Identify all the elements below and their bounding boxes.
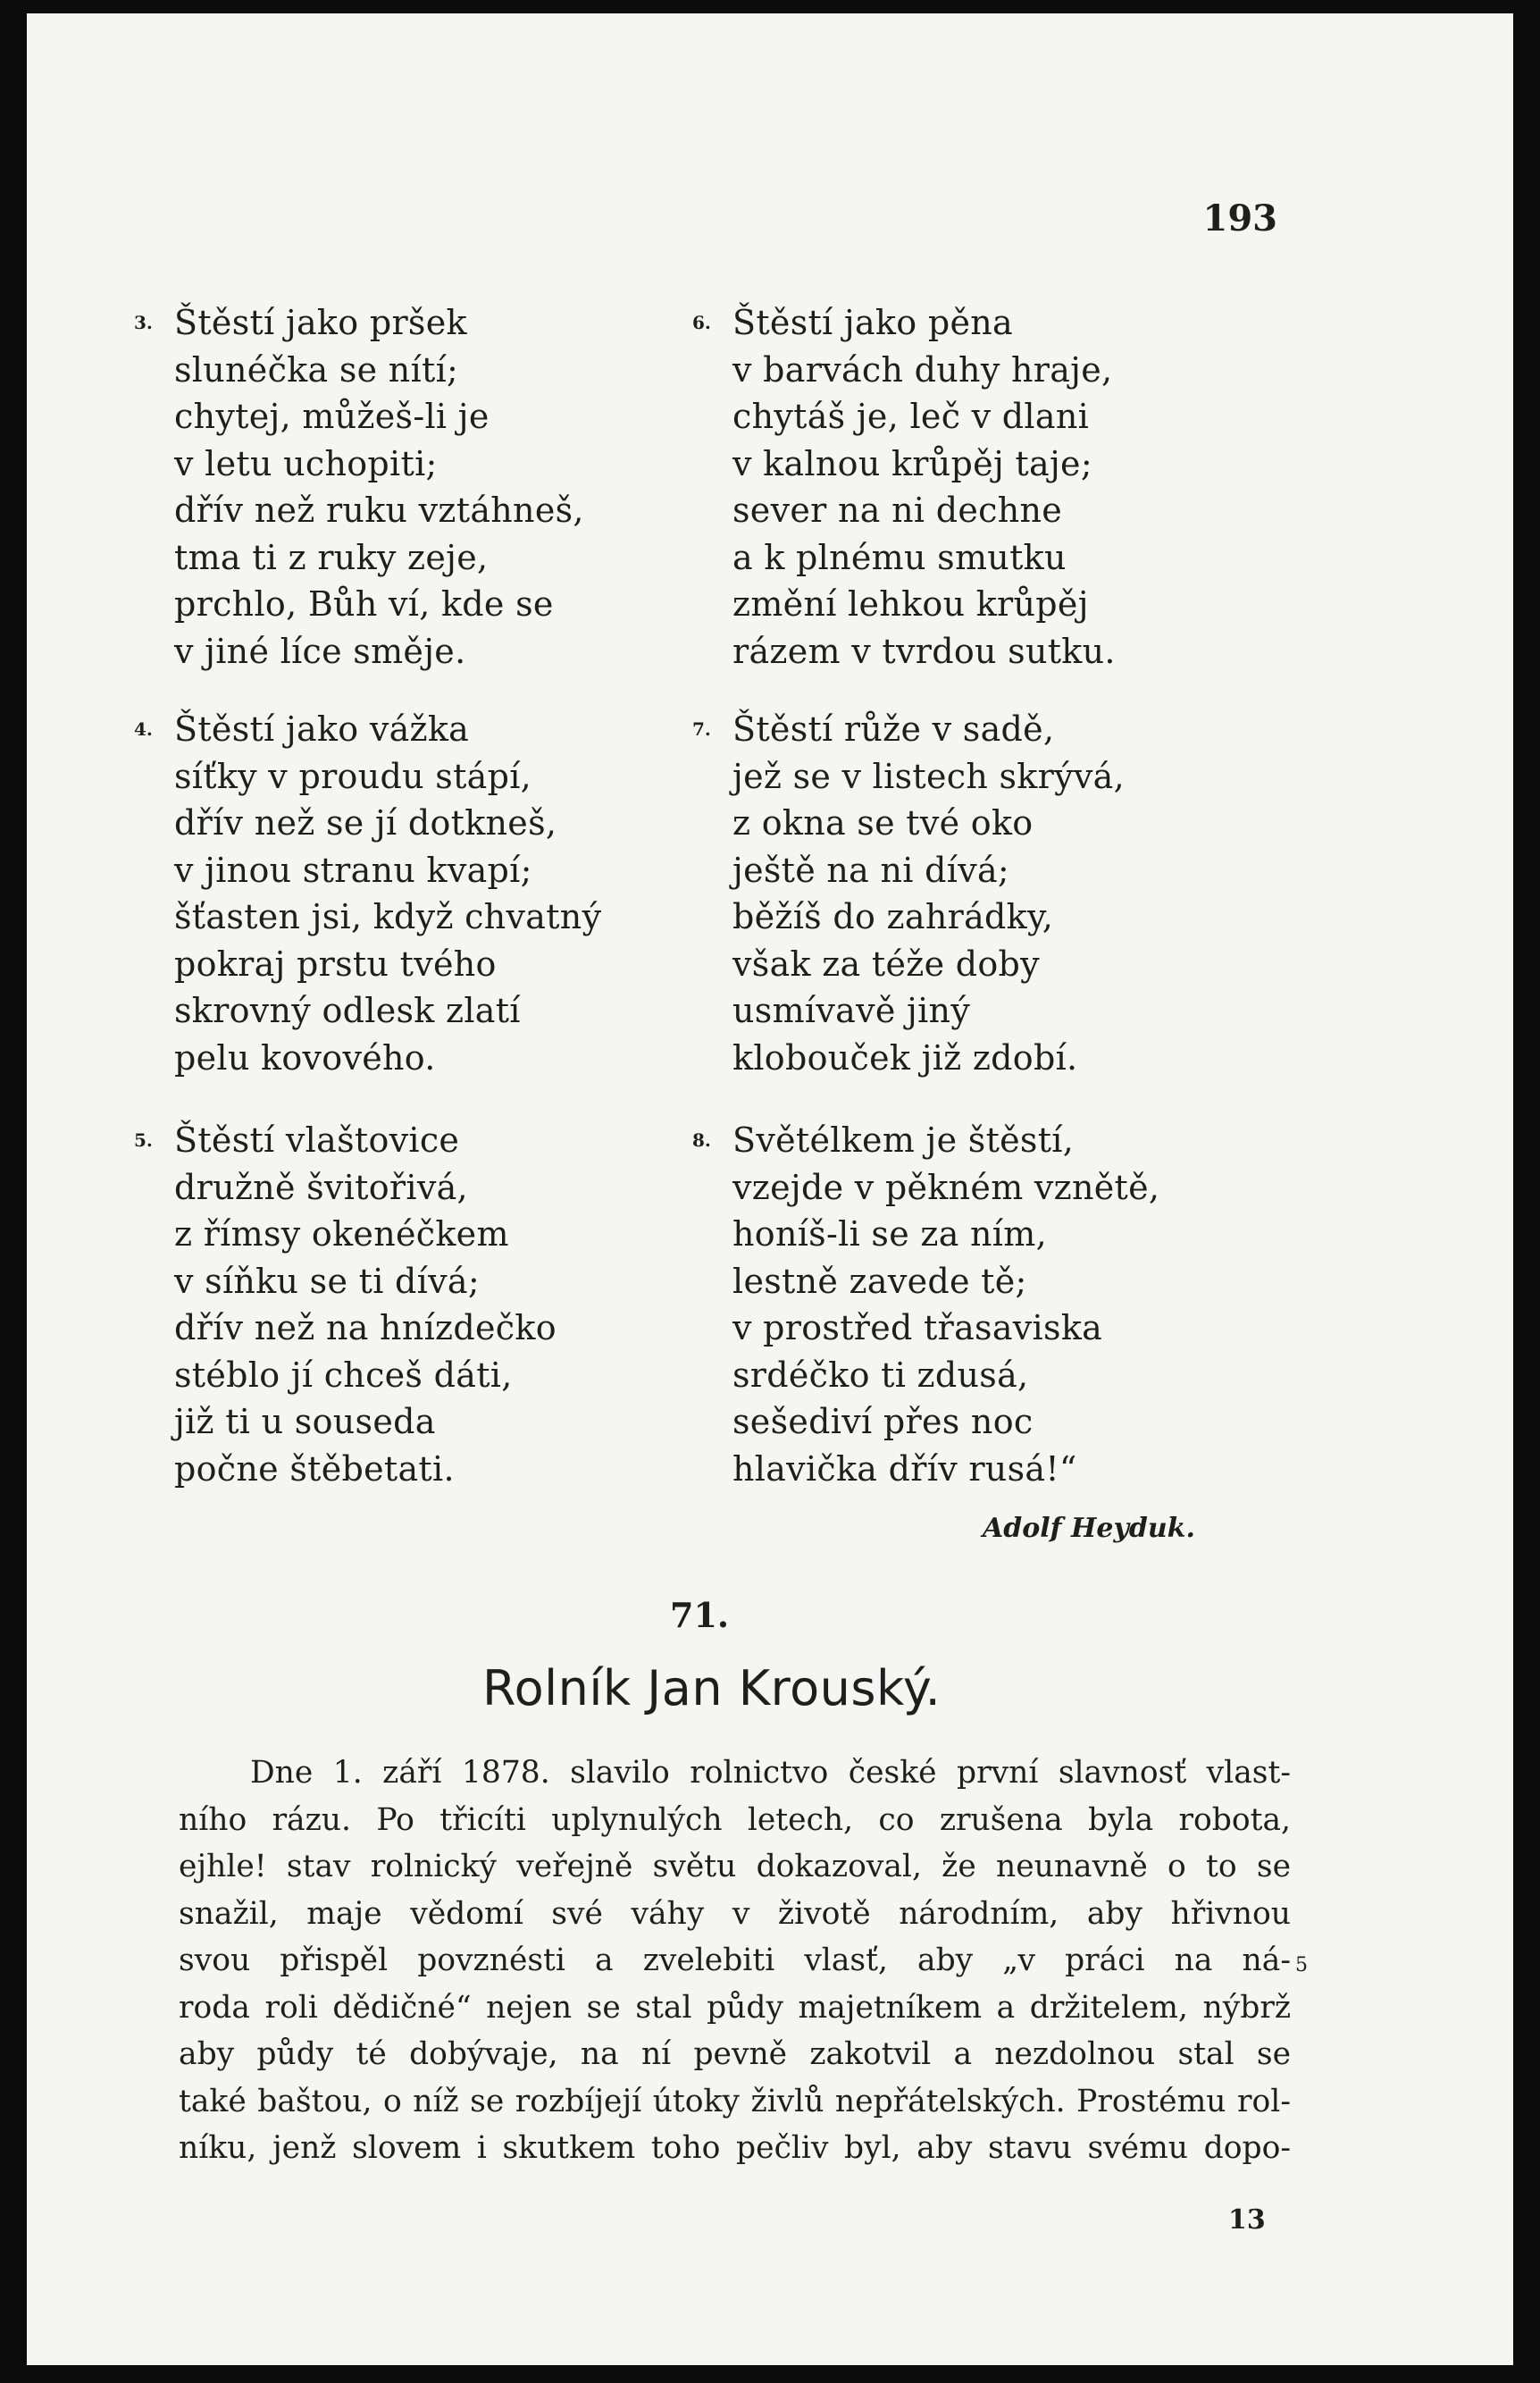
verse-line: běžíš do zahrádky, xyxy=(732,897,1054,936)
stanza-lines xyxy=(732,706,1125,1081)
verse-line: sever na ni dechne xyxy=(732,491,1063,530)
verse-line: jež se v listech skrývá, xyxy=(732,756,1125,796)
stanza-number: 4. xyxy=(134,718,153,740)
verse-line: slunéčka se nítí; xyxy=(174,349,459,390)
verse-line: v síňku se ti dívá; xyxy=(174,1261,480,1301)
verse-line: v jiné líce směje. xyxy=(174,631,466,671)
verse-line: pokraj prstu tvého xyxy=(174,944,497,984)
stanza-number: 3. xyxy=(134,312,153,333)
stanza-lines xyxy=(174,706,601,1081)
verse-line: usmívavě jiný xyxy=(732,991,971,1030)
verse-line: již ti u souseda xyxy=(174,1402,436,1441)
verse-line: lestně zavede tě; xyxy=(732,1261,1027,1301)
prose-line: Dne 1. září 1878. slavilo rolnictvo české první slavnosť vlast- xyxy=(250,1755,1291,1791)
verse-line: skrovný odlesk zlatí xyxy=(174,991,521,1030)
stanza-number: 5. xyxy=(134,1129,153,1151)
verse-line: tma ti z ruky zeje, xyxy=(174,537,489,577)
prose-line: aby půdy té dobývaje, na ní pevně zakotvil a nezdolnou stal se xyxy=(179,2036,1291,2072)
author-signature: Adolf Heyduk. xyxy=(983,1513,1195,1544)
verse-line: dřív než se jí dotkneš, xyxy=(174,803,557,843)
verse-line: stéblo jí chceš dáti, xyxy=(174,1355,513,1395)
verse-line: ještě na ni dívá; xyxy=(732,850,1010,890)
verse-line: v letu uchopiti; xyxy=(174,443,438,483)
verse-line: šťasten jsi, když chvatný xyxy=(174,897,602,936)
book-page xyxy=(27,13,1513,2365)
verse-line: Štěstí jako vážka xyxy=(174,709,470,749)
poem-title: Rolník Jan Krouský. xyxy=(482,1660,942,1716)
verse-line: v jinou stranu kvapí; xyxy=(174,850,532,890)
verse-line: sešediví přes noc xyxy=(732,1402,1034,1441)
prose-line: ního rázu. Po třicíti uplynulých letech, co zrušena byla robota, xyxy=(179,1801,1291,1838)
verse-line: pelu kovového. xyxy=(174,1037,436,1078)
verse-line: v prostřed třasaviska xyxy=(732,1308,1103,1347)
verse-line: a k plnému smutku xyxy=(732,537,1067,577)
prose-line: svou přispěl povznésti a zvelebiti vlasť, aby „v práci na ná- xyxy=(179,1942,1291,1978)
verse-line: družně švitořivá, xyxy=(174,1167,468,1207)
stanza-lines xyxy=(732,299,1116,675)
stanza-number: 6. xyxy=(692,312,711,333)
verse-line: srdéčko ti zdusá, xyxy=(732,1355,1029,1395)
prose-paragraph xyxy=(179,1749,1291,2172)
stanza-number: 8. xyxy=(692,1129,711,1151)
verse-line: Světélkem je štěstí, xyxy=(732,1120,1075,1160)
signature-number: 13 xyxy=(1228,2204,1266,2236)
verse-line: v barvách duhy hraje, xyxy=(732,349,1113,390)
verse-line: dřív než na hnízdečko xyxy=(174,1308,557,1347)
verse-line: prchlo, Bůh ví, kde se xyxy=(174,584,554,624)
verse-line: v kalnou krůpěj taje; xyxy=(732,443,1092,483)
verse-line: dřív než ruku vztáhneš, xyxy=(174,491,584,530)
verse-line: Štěstí jako pěna xyxy=(732,303,1013,342)
verse-line: honíš-li se za ním, xyxy=(732,1214,1047,1254)
page-number: 193 xyxy=(1202,197,1277,239)
verse-line: chytáš je, leč v dlani xyxy=(732,397,1090,436)
prose-line: roda roli dědičné“ nejen se stal půdy majetníkem a držitelem, nýbrž xyxy=(179,1989,1291,2026)
verse-line: Štěstí jako pršek xyxy=(174,303,467,342)
verse-line: síťky v proudu stápí, xyxy=(174,756,532,796)
prose-line: snažil, maje vědomí své váhy v životě národním, aby hřivnou xyxy=(179,1895,1291,1932)
stanza-lines xyxy=(174,299,584,675)
prose-line: také baštou, o níž se rozbíjejí útoky živlů nepřátelských. Prostému rol- xyxy=(179,2083,1291,2119)
stanza-lines xyxy=(732,1117,1159,1492)
prose-line: ejhle! stav rolnický veřejně světu dokazoval, že neunavně o to se xyxy=(179,1849,1291,1884)
verse-line: změní lehkou krůpěj xyxy=(732,584,1089,624)
verse-line: vzejde v pěkném vznětě, xyxy=(732,1167,1160,1207)
verse-line: klobouček již zdobí. xyxy=(732,1037,1078,1078)
poem-number: 71. xyxy=(670,1595,730,1635)
margin-line-number: 5 xyxy=(1295,1954,1308,1976)
verse-line: Štěstí vlaštovice xyxy=(174,1120,460,1160)
verse-line: chytej, můžeš-li je xyxy=(174,397,490,436)
prose-line: níku, jenž slovem i skutkem toho pečliv byl, aby stavu svému dopo- xyxy=(179,2130,1291,2166)
verse-line: Štěstí růže v sadě, xyxy=(732,709,1055,749)
stanza-lines xyxy=(174,1117,557,1492)
verse-line: hlavička dřív rusá!“ xyxy=(732,1448,1077,1489)
stanza-number: 7. xyxy=(692,718,711,740)
verse-line: z římsy okenéčkem xyxy=(174,1214,509,1254)
verse-line: počne štěbetati. xyxy=(174,1448,455,1489)
verse-line: však za téže doby xyxy=(732,944,1040,984)
verse-line: rázem v tvrdou sutku. xyxy=(732,631,1116,671)
verse-line: z okna se tvé oko xyxy=(732,803,1034,843)
